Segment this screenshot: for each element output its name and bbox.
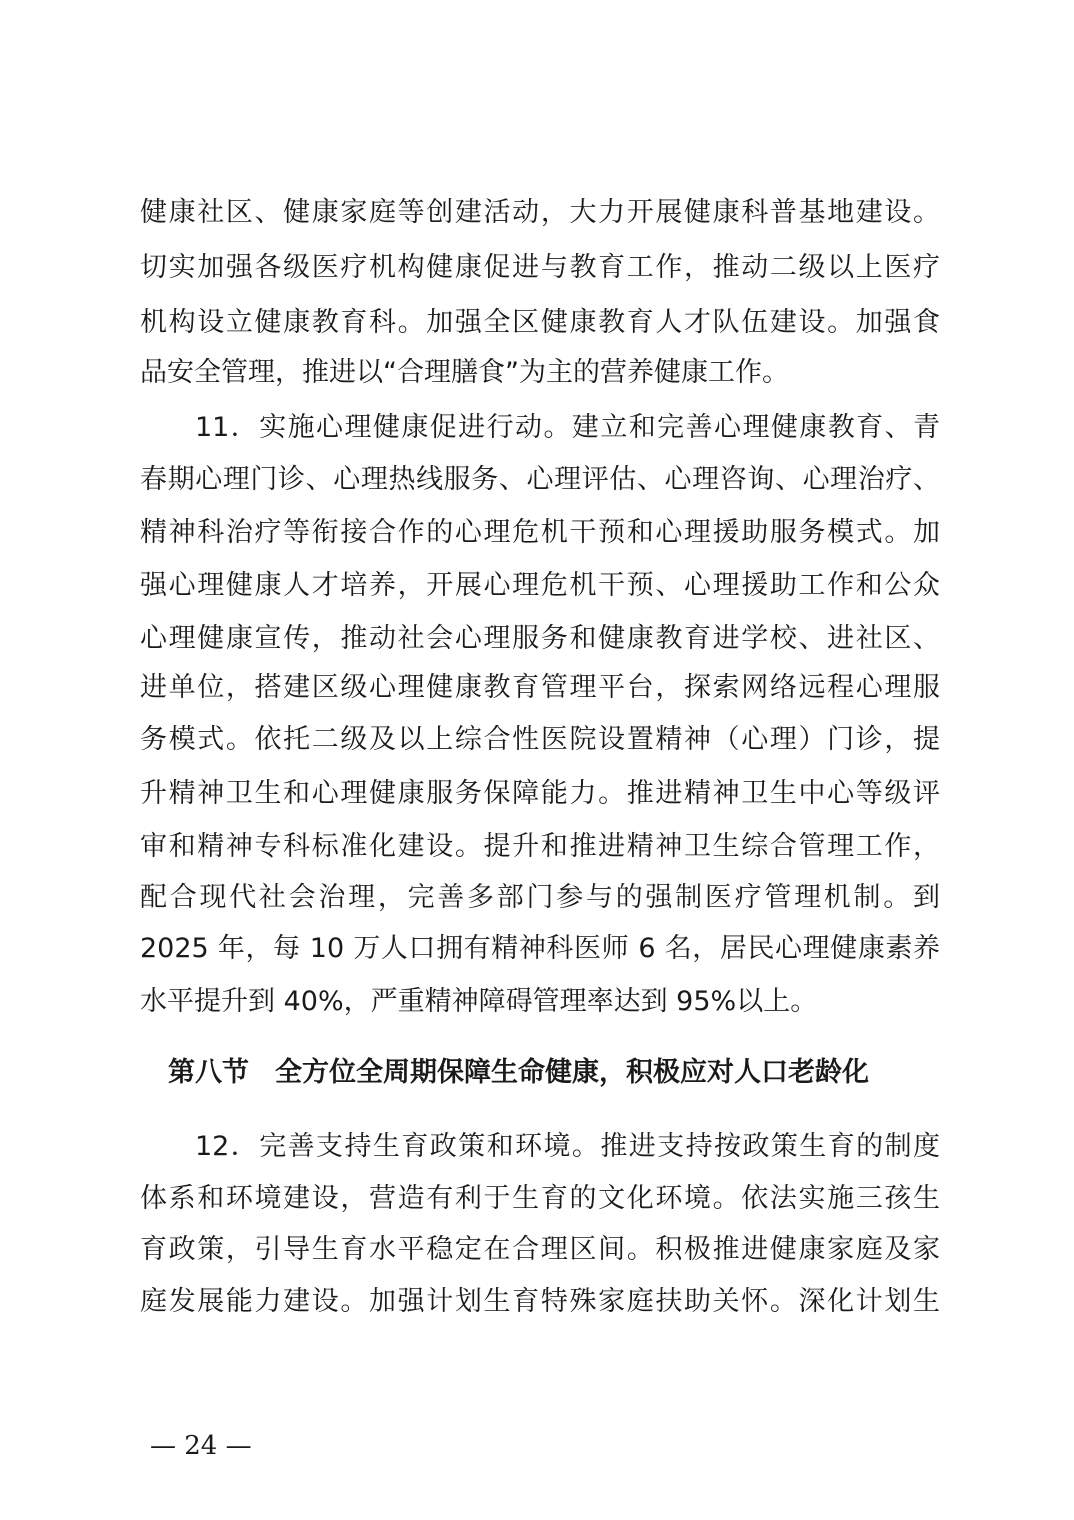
section-title: 全方位全周期保障生命健康，积极应对人口老龄化 xyxy=(275,1057,869,1088)
text-line: 庭发展能力建设。加强计划生育特殊家庭扶助关怀。深化计划生 xyxy=(140,1286,940,1317)
section-heading xyxy=(168,1053,928,1093)
text-line: 进单位，搭建区级心理健康教育管理平台，探索网络远程心理服 xyxy=(140,672,940,703)
section-number: 第八节 xyxy=(168,1057,249,1088)
page-number: — 24 — xyxy=(150,1431,252,1461)
text-line: 育政策，引导生育水平稳定在合理区间。积极推进健康家庭及家 xyxy=(140,1234,940,1265)
text-line: 春期心理门诊、心理热线服务、心理评估、心理咨询、心理治疗、 xyxy=(140,464,940,495)
text-line: 配合现代社会治理，完善多部门参与的强制医疗管理机制。到 xyxy=(140,882,940,913)
text-line: 心理健康宣传，推动社会心理服务和健康教育进学校、进社区、 xyxy=(140,623,940,654)
text-line: 强心理健康人才培养，开展心理危机干预、心理援助工作和公众 xyxy=(140,570,940,601)
text-line: 2025 年，每 10 万人口拥有精神科医师 6 名，居民心理健康素养 xyxy=(140,933,940,964)
text-line: 务模式。依托二级及以上综合性医院设置精神（心理）门诊，提 xyxy=(140,724,940,755)
text-line: 精神科治疗等衔接合作的心理危机干预和心理援助服务模式。加 xyxy=(140,517,940,548)
text-line: 切实加强各级医疗机构健康促进与教育工作，推动二级以上医疗 xyxy=(140,252,940,283)
text-line: 体系和环境建设，营造有利于生育的文化环境。依法实施三孩生 xyxy=(140,1183,940,1214)
text-line: 11．实施心理健康促进行动。建立和完善心理健康教育、青 xyxy=(195,412,940,443)
text-line: 机构设立健康教育科。加强全区健康教育人才队伍建设。加强食 xyxy=(140,307,940,338)
text-line: 升精神卫生和心理健康服务保障能力。推进精神卫生中心等级评 xyxy=(140,778,940,809)
text-line: 健康社区、健康家庭等创建活动，大力开展健康科普基地建设。 xyxy=(140,197,940,228)
text-line: 品安全管理，推进以“合理膳食”为主的营养健康工作。 xyxy=(140,357,789,388)
text-line: 12．完善支持生育政策和环境。推进支持按政策生育的制度 xyxy=(195,1131,940,1162)
text-line: 审和精神专科标准化建设。提升和推进精神卫生综合管理工作， xyxy=(140,831,940,862)
text-line: 水平提升到 40%，严重精神障碍管理率达到 95%以上。 xyxy=(140,986,818,1017)
